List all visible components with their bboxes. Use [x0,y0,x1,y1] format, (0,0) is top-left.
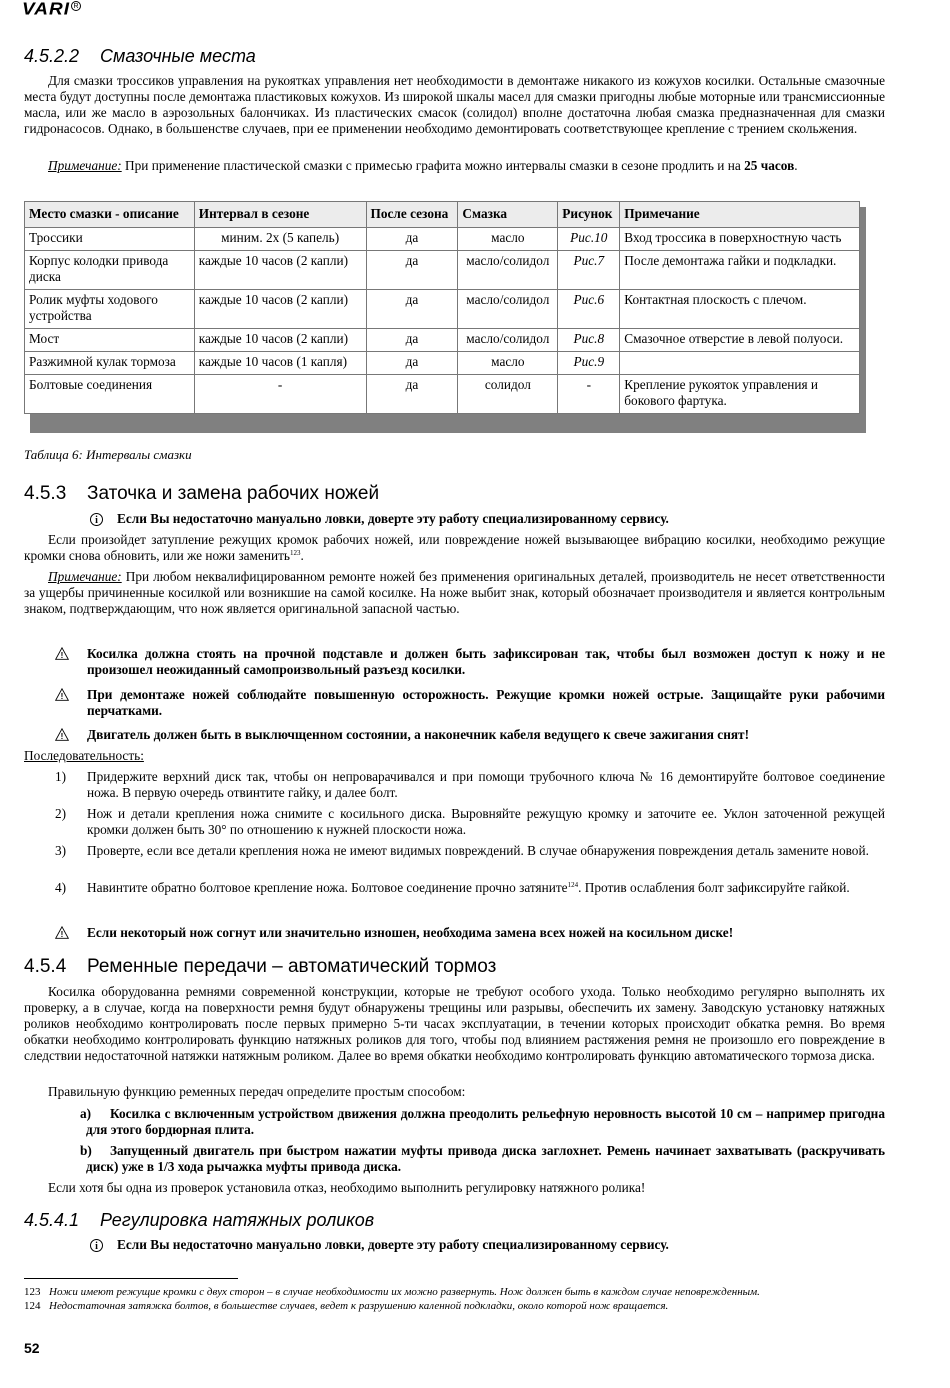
table-cell: каждые 10 часов (2 капли) [194,251,366,290]
info-notice [90,511,669,527]
note-label: Примечание: [48,569,122,584]
warning-text: Двигатель должен быть в выключщенном состоянии, а наконечник кабеля ведущего к свече зажигания снят! [87,727,750,742]
footnote-ref: 123 [289,549,301,557]
paragraph-end: . [300,548,304,563]
table-row [25,290,860,329]
table-cell: После демонтажа гайки и подкладки. [620,251,860,290]
step-number: 1) [55,769,67,784]
table-header-row [25,202,860,228]
step-body: Придержите верхний диск так, чтобы он непроварачивался и при помощи трубочного ключа № 16 демонтируйте болтовое соединение ножа. В первую очередь отвинтите гайку, и далее болт. [87,769,885,800]
list-item [55,806,885,838]
list-item [55,769,885,801]
info-circle-icon: i [90,513,103,526]
table-cell: солидол [458,375,558,414]
svg-text:!: ! [60,692,64,701]
warning-triangle-icon [55,688,69,701]
table-row [25,352,860,375]
warning-caution [55,687,885,719]
info-notice [90,1237,669,1253]
table-cell: Рис.6 [558,290,620,329]
footnote-divider [24,1278,238,1279]
svg-text:!: ! [60,651,64,660]
table-cell: Смазочное отверстие в левой полуоси. [620,329,860,352]
info-text: Если Вы недостаточно мануально ловки, доверте эту работу специализированному сервису. [117,511,669,526]
lubrication-table-wrapper [24,201,860,414]
list-item [80,1106,885,1138]
footnote-number: 124 [24,1300,41,1312]
warning-replace-all [55,925,885,941]
warning-engine-off [55,727,885,743]
check-text: Запущенный двигатель при быстром нажатии муфты привода диска заглохнет. Ремень начинает захватывать (раскручивать диск) уже в 1/3 хода рычажка муфты привода диска. [86,1143,885,1174]
footnote-text: Ножи имеют режущие кромки с двух сторон – в случае необходимости их можно развернуть. Нож должен быть в каждом случае неповрежденным. [49,1286,760,1298]
step-text [87,843,885,859]
table-cell: да [366,228,458,251]
page-number: 52 [24,1340,40,1356]
registered-mark-icon: R [71,1,81,11]
note-text: При любом неквалифицированном ремонте ножей без применения оригинальных деталей, производитель не несет ответственности за ущербы причиненные косилкой или возникшие на самой косилке. На ноже выбит знак, который обозначает производителя и является контрольным знаком, подтверждающим, что нож является оригинальной запасной частью. [24,569,885,616]
table-row [25,375,860,414]
table-cell: миним. 2x (5 капель) [194,228,366,251]
step-number: 3) [55,843,67,858]
table-cell: масло/солидол [458,329,558,352]
table-cell: Крепление рукояток управления и бокового фартука. [620,375,860,414]
list-item [55,843,885,859]
check-letter: a) [80,1106,92,1121]
warning-triangle-icon [55,647,69,660]
footnote-text: Недостаточная затяжка болтов, в большестве случаев, ведет к разрушению каленной подкладки, около которой нож вращается. [49,1300,669,1312]
table-cell: да [366,375,458,414]
footnote [24,1286,760,1299]
table-header-cell: Интервал в сезоне [194,202,366,228]
table-row [25,251,860,290]
table-header-cell: Смазка [458,202,558,228]
step-number: 4) [55,880,67,895]
footnote-ref: 124 [567,881,579,889]
note-end: . [794,158,798,173]
footnote-number: 123 [24,1286,41,1298]
info-circle-icon: i [90,1239,103,1252]
section-number: 4.5.4 [24,956,67,977]
table-header-cell: Рисунок [558,202,620,228]
table-cell: Болтовые соединения [25,375,195,414]
step-end: . Против ослабления болт зафиксируйте гайкой. [578,880,850,895]
table-header-cell: Место смазки - описание [25,202,195,228]
table-cell: Контактная плоскость с плечом. [620,290,860,329]
footnote [24,1300,668,1313]
paragraph-text: Если произойдет затупление режущих кромок рабочих ножей, или повреждение ножей вызывающее вибрацию косилки, необходимо режущие кромки снова обновить, или же ножи заменить [24,532,885,563]
step-text [87,769,885,801]
section-number: 4.5.4.1 [24,1210,80,1230]
warning-stand [55,646,885,678]
table-cell: Мост [25,329,195,352]
svg-text:!: ! [60,732,64,741]
section-heading-454 [24,956,496,978]
table-cell: каждые 10 часов (1 капля) [194,352,366,375]
paragraph-note-graphite [24,158,885,174]
table-cell: каждые 10 часов (2 капли) [194,329,366,352]
svg-text:!: ! [60,930,64,939]
table-cell: - [194,375,366,414]
table-cell [620,352,860,375]
section-heading-4522 [24,46,256,67]
table-cell: масло/солидол [458,251,558,290]
info-text: Если Вы недостаточно мануально ловки, доверте эту работу специализированному сервису. [117,1237,669,1252]
table-cell: да [366,251,458,290]
table-cell: да [366,329,458,352]
step-body: Проверте, если все детали крепления ножа не имеют видимых повреждений. В случае обнаружения повреждения деталь замените новой. [87,843,869,858]
table-cell: масло [458,228,558,251]
step-body: Нож и детали крепления ножа снимите с косильного диска. Выровняйте режущую кромку и заточите ее. Уклон заточенной режущей кромки должен быть 30° по отношению к нужней плоскости ножа. [87,806,885,837]
table-cell: Рис.7 [558,251,620,290]
table-caption: Таблица 6: Интервалы смазки [24,447,192,462]
table-cell: - [558,375,620,414]
step-text [87,806,885,838]
table-cell: да [366,352,458,375]
paragraph-sharpening [24,532,885,564]
paragraph-note-original-parts [24,569,885,617]
table-cell: Рис.10 [558,228,620,251]
warning-text: Косилка должна стоять на прочной подставле и должен быть зафиксирован так, чтобы был возможен доступ к ножу и не произошел неожиданный самопроизвольный разъезд косилки. [87,646,885,677]
vari-logo [22,1,81,19]
paragraph-check-method: Правильную функцию ременных передач определите простым способом: [48,1084,466,1099]
section-title: Регулировка натяжных роликов [100,1210,375,1230]
table-cell: да [366,290,458,329]
section-heading-453 [24,483,379,505]
table-cell: Корпус колодки привода диска [25,251,195,290]
warning-text: При демонтаже ножей соблюдайте повышенную осторожность. Режущие кромки ножей острые. Защищайте руки рабочими перчатками. [87,687,885,718]
paragraph-belts: Косилка оборудованна ремнями современной конструкции, которые не требуют особого ухода. Только необходимо регулярно выполнять их проверку, а в случае, когда на поверхности ремня будут обнаружены трещины или разрывы, обеспечить их замену. Заводскую установку натяжных роликов необходимо контролировать после первых примерно 5-ти часах эксплуатации, в течении которых происходит обкатка ремня. Во время обкатки необходимо контролировать функцию натяжных роликов для того, чтобы под влиянием растяжения ремня не произошло его повреждение в следствии недостаточной натяжки натяжным роликом. Далее во время обкатки необходимо контролировать функцию автоматического тормоза диска. [24,984,885,1063]
note-label: Примечание: [48,158,122,173]
section-title: Ременные передачи – автоматический тормоз [87,956,497,977]
table-header-cell: Примечание [620,202,860,228]
step-body: Навинтите обратно болтовое крепление ножа. Болтовое соединение прочно затяните [87,880,568,895]
paragraph-adjust: Если хотя бы одна из проверок установила отказ, необходимо выполнить регулировку натяжного ролика! [48,1180,646,1195]
note-bold: 25 часов [744,158,795,173]
section-heading-4541 [24,1210,374,1231]
table-cell: Рис.9 [558,352,620,375]
table-cell: Ролик муфты ходового устройства [25,290,195,329]
table-cell: каждые 10 часов (2 капли) [194,290,366,329]
section-number: 4.5.3 [24,483,67,504]
table-cell: Рис.8 [558,329,620,352]
list-item [80,1143,885,1175]
table-cell: Вход троссика в поверхностную часть [620,228,860,251]
check-text: Косилка с включенным устройством движения должна преодолить рельефную неровность высотой 10 см – например пригодна для этого бордюрная плита. [86,1106,885,1137]
logo-text: VARI [22,0,70,20]
check-letter: b) [80,1143,92,1158]
section-number: 4.5.2.2 [24,46,80,66]
section-title: Заточка и замена рабочих ножей [87,483,380,504]
step-text [87,880,885,896]
sequence-label: Последовательность: [24,748,144,763]
list-item [55,880,885,896]
table-cell: Разжимной кулак тормоза [25,352,195,375]
note-text: При применение пластической смазки с примесью графита можно интервалы смазки в сезоне продлить и на [121,158,745,173]
table-cell: масло [458,352,558,375]
warning-text: Если некоторый нож согнут или значительно изношен, необходима замена всех ножей на косильном диске! [87,925,734,940]
table-cell: Троссики [25,228,195,251]
table-row [25,228,860,251]
table-cell: масло/солидол [458,290,558,329]
table-row [25,329,860,352]
warning-triangle-icon [55,926,69,939]
lubrication-table [24,201,860,414]
paragraph-lubrication-points: Для смазки троссиков управления на рукоятках управления нет необходимости в демонтаже никакого из кожухов косилки. Остальные смазочные места будут доступны после демонтажа пластиковых кожухов. Из широкой шкалы масел для смазки пригодны любые моторные или трансмиссионные масла, или же масло в аэрозольных балончиках. Из пластических смасок (солидол) вполне достаточна любая смазка предназначенная для смазки гидронасосов. Однако, в большенстве случаев, при ее применении необходимо демонтировать соответствующее крепление с трением скольжения. [24,73,885,136]
step-number: 2) [55,806,67,821]
table-header-cell: После сезона [366,202,458,228]
warning-triangle-icon [55,728,69,741]
section-title: Смазочные места [100,46,256,66]
